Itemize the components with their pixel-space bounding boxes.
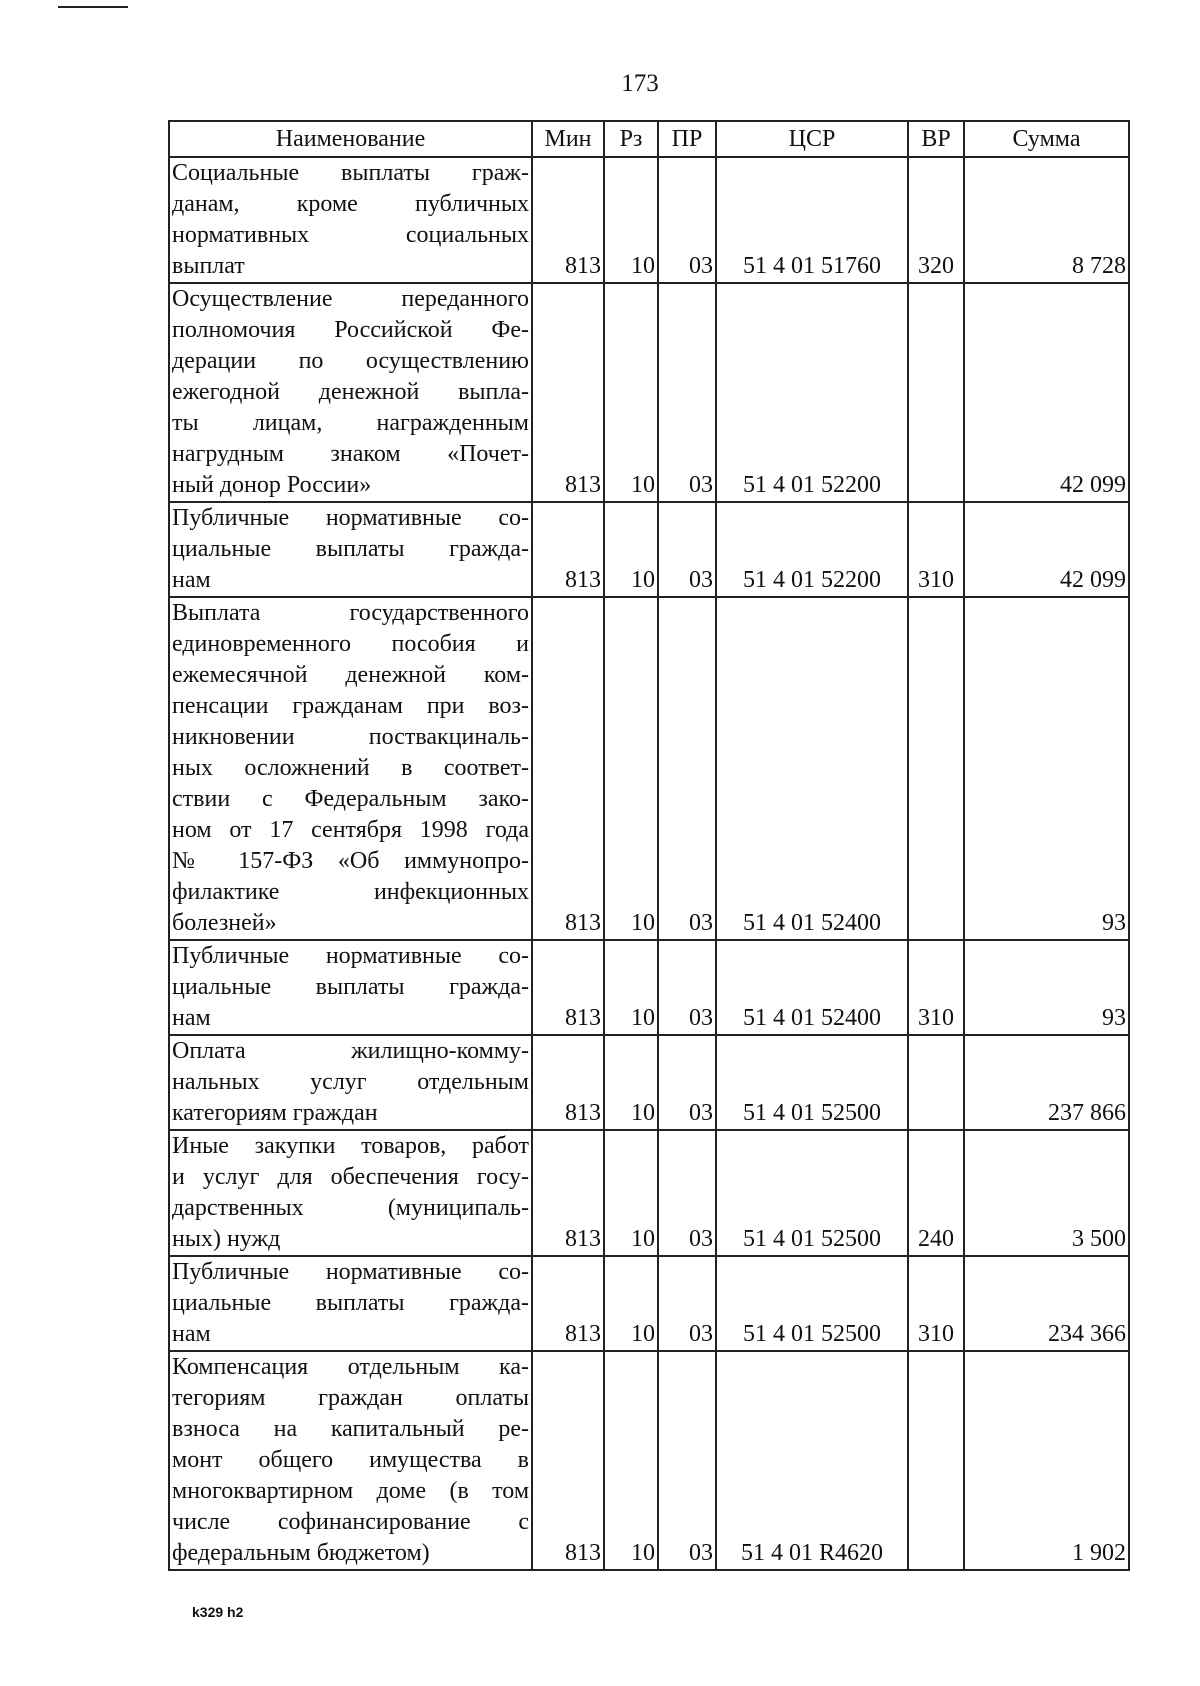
- header-name: Наименование: [169, 121, 532, 157]
- row-pr: 03: [658, 597, 716, 940]
- table-row: [169, 502, 1129, 597]
- row-pr: 03: [658, 940, 716, 1035]
- table-row: [169, 157, 1129, 283]
- scan-corner-mark: [58, 0, 128, 8]
- row-name: [169, 940, 532, 1035]
- row-name-line: Компенсация отдельным ка-: [172, 1354, 529, 1380]
- row-vr: 320: [908, 157, 964, 283]
- row-name: [169, 1130, 532, 1256]
- row-min: 813: [532, 283, 604, 502]
- row-rz: 10: [604, 502, 658, 597]
- row-name-line: ежегодной денежной выпла-: [172, 379, 529, 405]
- table-row: [169, 1130, 1129, 1256]
- budget-table: [168, 120, 1130, 1571]
- row-name-line: циальные выплаты гражда-: [172, 1290, 529, 1316]
- row-rz: 10: [604, 597, 658, 940]
- row-name-line: тегориям граждан оплаты: [172, 1385, 529, 1411]
- row-name-line: никновении поствакциналь-: [172, 724, 529, 750]
- row-pr: 03: [658, 1130, 716, 1256]
- row-min: 813: [532, 1351, 604, 1570]
- row-vr: [908, 1351, 964, 1570]
- row-name-line: Социальные выплаты граж-: [172, 160, 529, 186]
- row-name-line: Публичные нормативные со-: [172, 505, 529, 531]
- row-name-line: многоквартирном доме (в том: [172, 1478, 529, 1504]
- row-csr: 51 4 01 51760: [716, 157, 908, 283]
- row-sum: 234 366: [964, 1256, 1129, 1351]
- row-name: [169, 1351, 532, 1570]
- row-rz: 10: [604, 940, 658, 1035]
- row-min: 813: [532, 502, 604, 597]
- row-name-line: Публичные нормативные со-: [172, 943, 529, 969]
- row-name-line: взноса на капитальный ре-: [172, 1416, 529, 1442]
- row-vr: 310: [908, 502, 964, 597]
- row-pr: 03: [658, 283, 716, 502]
- row-name-line: болезней»: [172, 910, 277, 936]
- row-name-line: выплат: [172, 253, 245, 279]
- header-rz: Рз: [604, 121, 658, 157]
- header-pr: ПР: [658, 121, 716, 157]
- row-sum: 237 866: [964, 1035, 1129, 1130]
- row-name-line: дарственных (муниципаль-: [172, 1195, 529, 1221]
- row-name-line: циальные выплаты гражда-: [172, 974, 529, 1000]
- row-pr: 03: [658, 1035, 716, 1130]
- row-name-line: нам: [172, 567, 211, 593]
- row-rz: 10: [604, 1351, 658, 1570]
- row-name-line: нальных услуг отдельным: [172, 1069, 529, 1095]
- page-number: 173: [621, 70, 659, 97]
- row-name-line: полномочия Российской Фе-: [172, 317, 529, 343]
- header-row: [169, 121, 1129, 157]
- row-name-line: ных осложнений в соответ-: [172, 755, 529, 781]
- row-name-line: числе софинансирование с: [172, 1509, 529, 1535]
- row-name: [169, 157, 532, 283]
- header-sum: Сумма: [964, 121, 1129, 157]
- table-row: [169, 940, 1129, 1035]
- row-name-line: ном от 17 сентября 1998 года: [172, 817, 529, 843]
- row-vr: 240: [908, 1130, 964, 1256]
- row-min: 813: [532, 1130, 604, 1256]
- row-min: 813: [532, 597, 604, 940]
- row-rz: 10: [604, 1130, 658, 1256]
- row-name-line: ежемесячной денежной ком-: [172, 662, 529, 688]
- row-vr: [908, 283, 964, 502]
- row-name-line: и услуг для обеспечения госу-: [172, 1164, 529, 1190]
- row-name-line: монт общего имущества в: [172, 1447, 529, 1473]
- row-vr: 310: [908, 940, 964, 1035]
- row-name-line: Оплата жилищно-комму-: [172, 1038, 529, 1064]
- row-name: [169, 502, 532, 597]
- row-csr: 51 4 01 52200: [716, 502, 908, 597]
- table-row: [169, 1035, 1129, 1130]
- row-name: [169, 1035, 532, 1130]
- row-name-line: филактике инфекционных: [172, 879, 529, 905]
- row-name-line: № 157-ФЗ «Об иммунопро-: [172, 848, 529, 874]
- row-name-line: ты лицам, награжденным: [172, 410, 529, 436]
- row-sum: 8 728: [964, 157, 1129, 283]
- row-name-line: циальные выплаты гражда-: [172, 536, 529, 562]
- row-name-line: Осуществление переданного: [172, 286, 529, 312]
- row-name-line: данам, кроме публичных: [172, 191, 529, 217]
- row-min: 813: [532, 1035, 604, 1130]
- table-body: [169, 157, 1129, 1570]
- row-name-line: пенсации гражданам при воз-: [172, 693, 529, 719]
- row-name-line: дерации по осуществлению: [172, 348, 529, 374]
- row-name-line: Публичные нормативные со-: [172, 1259, 529, 1285]
- table-row: [169, 1351, 1129, 1570]
- row-sum: 3 500: [964, 1130, 1129, 1256]
- row-name-line: нам: [172, 1321, 211, 1347]
- row-name: [169, 1256, 532, 1351]
- row-rz: 10: [604, 1035, 658, 1130]
- row-name-line: Иные закупки товаров, работ: [172, 1133, 529, 1159]
- row-name-line: нам: [172, 1005, 211, 1031]
- header-vr: ВР: [908, 121, 964, 157]
- header-min: Мин: [532, 121, 604, 157]
- row-sum: 42 099: [964, 502, 1129, 597]
- row-min: 813: [532, 1256, 604, 1351]
- row-pr: 03: [658, 502, 716, 597]
- row-rz: 10: [604, 157, 658, 283]
- row-csr: 51 4 01 52500: [716, 1130, 908, 1256]
- row-sum: 93: [964, 597, 1129, 940]
- row-name-line: нагрудным знаком «Почет-: [172, 441, 529, 467]
- row-csr: 51 4 01 52400: [716, 597, 908, 940]
- table-row: [169, 283, 1129, 502]
- row-name-line: единовременного пособия и: [172, 631, 529, 657]
- row-min: 813: [532, 940, 604, 1035]
- row-name-line: ствии с Федеральным зако-: [172, 786, 529, 812]
- table-row: [169, 1256, 1129, 1351]
- row-pr: 03: [658, 157, 716, 283]
- row-name-line: ный донор России»: [172, 472, 372, 498]
- row-min: 813: [532, 157, 604, 283]
- row-csr: 51 4 01 52500: [716, 1035, 908, 1130]
- row-name: [169, 283, 532, 502]
- row-name: [169, 597, 532, 940]
- row-sum: 1 902: [964, 1351, 1129, 1570]
- row-pr: 03: [658, 1351, 716, 1570]
- row-csr: 51 4 01 52200: [716, 283, 908, 502]
- row-vr: 310: [908, 1256, 964, 1351]
- row-csr: 51 4 01 R4620: [716, 1351, 908, 1570]
- row-name-line: категориям граждан: [172, 1100, 378, 1126]
- header-csr: ЦСР: [716, 121, 908, 157]
- row-sum: 42 099: [964, 283, 1129, 502]
- row-name-line: Выплата государственного: [172, 600, 529, 626]
- table-header: [169, 121, 1129, 157]
- row-csr: 51 4 01 52500: [716, 1256, 908, 1351]
- footer-code: k329 h2: [192, 1604, 244, 1620]
- row-name-line: нормативных социальных: [172, 222, 529, 248]
- row-name-line: федеральным бюджетом): [172, 1540, 430, 1566]
- row-pr: 03: [658, 1256, 716, 1351]
- row-vr: [908, 1035, 964, 1130]
- row-sum: 93: [964, 940, 1129, 1035]
- row-csr: 51 4 01 52400: [716, 940, 908, 1035]
- row-name-line: ных) нужд: [172, 1226, 281, 1252]
- row-vr: [908, 597, 964, 940]
- row-rz: 10: [604, 1256, 658, 1351]
- table-row: [169, 597, 1129, 940]
- row-rz: 10: [604, 283, 658, 502]
